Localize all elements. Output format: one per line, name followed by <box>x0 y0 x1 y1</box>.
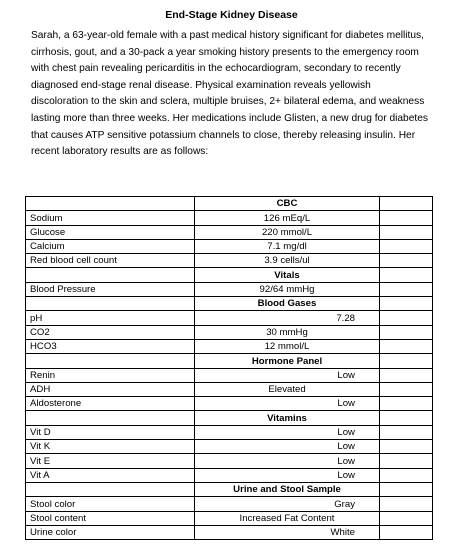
lab-value: Low <box>195 425 380 439</box>
case-text-line: discoloration to the skin and sclera, multiple bruises, 2+ bilateral edema, and weakness <box>31 96 425 108</box>
lab-value: Low <box>195 468 380 482</box>
section-heading-cbc: CBC <box>195 197 380 211</box>
case-text-line: Sarah, a 63-year-old female with a past medical history significant for diabetes mellitus, <box>31 30 424 41</box>
table-row <box>26 525 433 539</box>
lab-value: Elevated <box>195 382 380 396</box>
table-row <box>26 397 433 411</box>
lab-name: Glucose <box>26 225 195 239</box>
lab-name: Vit D <box>26 425 195 439</box>
case-text-line: with chest pain revealing pericarditis in the echocardiogram, secondary to recently <box>31 63 401 75</box>
table-row <box>26 339 433 353</box>
lab-name: pH <box>26 311 195 325</box>
lab-value: 3.9 cells/ul <box>195 254 380 268</box>
table-row <box>26 468 433 482</box>
lab-value: Low <box>195 397 380 411</box>
lab-name: Vit A <box>26 468 195 482</box>
lab-name: HCO3 <box>26 339 195 353</box>
lab-value: White <box>195 525 380 539</box>
case-description <box>31 28 451 161</box>
table-row <box>26 382 433 396</box>
lab-name: Blood Pressure <box>26 282 195 296</box>
table-row <box>26 225 433 239</box>
lab-results-table <box>25 196 433 540</box>
case-text-line: that causes ATP sensitive potassium channels to close, thereby releasing insulin. Her <box>31 129 416 141</box>
section-row-vitals <box>26 268 433 282</box>
lab-value: Low <box>195 440 380 454</box>
section-heading-hormone-panel: Hormone Panel <box>195 354 380 368</box>
lab-value: 7.28 <box>195 311 380 325</box>
section-row-vitamins <box>26 411 433 425</box>
lab-name: ADH <box>26 382 195 396</box>
lab-name: Vit K <box>26 440 195 454</box>
table-row <box>26 239 433 253</box>
lab-value: Gray <box>195 497 380 511</box>
table-row <box>26 511 433 525</box>
lab-value: Low <box>195 454 380 468</box>
case-text-line: lasting more than three weeks. Her medications include Glisten, a new drug for diabetes <box>31 112 428 124</box>
section-heading-vitals: Vitals <box>195 268 380 282</box>
table-row <box>26 440 433 454</box>
section-row-hormone-panel <box>26 354 433 368</box>
lab-name: Aldosterone <box>26 397 195 411</box>
table-row <box>26 254 433 268</box>
section-row-urine-stool <box>26 482 433 496</box>
table-row <box>26 211 433 225</box>
lab-value: 7.1 mg/dl <box>195 239 380 253</box>
lab-value: 12 mmol/L <box>195 339 380 353</box>
section-row-blood-gases <box>26 297 433 311</box>
lab-value: 92/64 mmHg <box>195 282 380 296</box>
table-row <box>26 311 433 325</box>
case-text-line: cirrhosis, gout, and a 30-pack a year smoking history presents to the emergency room <box>31 46 419 58</box>
section-row-cbc <box>26 197 433 211</box>
lab-name: Calcium <box>26 239 195 253</box>
case-text-line: diagnosed end-stage renal disease. Physical examination reveals yellowish <box>31 79 371 91</box>
lab-name: Stool color <box>26 497 195 511</box>
lab-name: CO2 <box>26 325 195 339</box>
lab-value: 220 mmol/L <box>195 225 380 239</box>
lab-value: Increased Fat Content <box>195 511 380 525</box>
lab-value: Low <box>195 368 380 382</box>
section-heading-vitamins: Vitamins <box>195 411 380 425</box>
table-row <box>26 368 433 382</box>
table-row <box>26 497 433 511</box>
table-row <box>26 425 433 439</box>
lab-name: Renin <box>26 368 195 382</box>
table-row <box>26 325 433 339</box>
case-text-line: recent laboratory results are as follows: <box>31 146 209 158</box>
lab-name: Vit E <box>26 454 195 468</box>
lab-value: 126 mEq/L <box>195 211 380 225</box>
section-heading-blood-gases: Blood Gases <box>195 297 380 311</box>
lab-value: 30 mmHg <box>195 325 380 339</box>
lab-name: Sodium <box>26 211 195 225</box>
document-title: End-Stage Kidney Disease <box>165 9 298 21</box>
lab-name: Red blood cell count <box>26 254 195 268</box>
table-row <box>26 454 433 468</box>
section-heading-urine-stool: Urine and Stool Sample <box>195 482 380 496</box>
table-row <box>26 282 433 296</box>
lab-name: Stool content <box>26 511 195 525</box>
lab-name: Urine color <box>26 525 195 539</box>
